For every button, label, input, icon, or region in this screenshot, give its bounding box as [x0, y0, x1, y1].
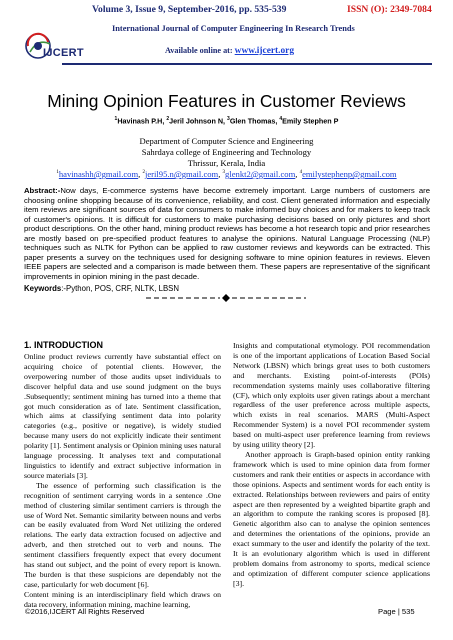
paragraph: Insights and computational etymology. POI recommendation is one of the important applications of Location Based Social Network (LBSN) which brings great uses to both customers and merchants. Existing point-of-interests (POIs) recommendation systems mainly uses collaborative filtering (CF), which only exploits user given ratings about a merchant regardless of the user preference across multiple aspects, which exists in real scenarios. MARS (Multi-Aspect Recommender System) is a novel POI recommender system based on multi-aspect user preference learning from reviews by using utility theory [2].: [233, 341, 430, 450]
author-name: Jeril Johnson N: [169, 116, 224, 126]
affiliation-location: Thrissur, Kerala, India: [187, 158, 266, 168]
author-index: 1: [114, 116, 118, 122]
journal-header: [0, 0, 453, 84]
author-index: 3: [227, 116, 230, 122]
section-divider-icon: [146, 294, 306, 302]
footer-page-number: Page | 535: [378, 607, 415, 616]
email-index: 1: [56, 170, 59, 176]
right-column: [233, 341, 430, 589]
author-emails: $^1$havinashh@gmail.com, $^2$jeril95.n@gmail.com, $^3$glenkt2@gmail.com, $^4$emilystephenp@gmail.com: [56, 169, 397, 179]
keywords: [24, 284, 179, 293]
author-list: $^1$Havinash P.H, $^2$Jeril Johnson N, $^3$Glen Thomas, $^4$Emily Stephen P: [114, 116, 339, 126]
author-index: 4: [279, 116, 283, 122]
paper-title: Mining Opinion Features in Customer Reviews: [47, 91, 406, 111]
paragraph: Online product reviews currently have substantial effect on acquiring choice of potential clients. However, the overpowering number of those audits upset individuals to discover helpful data and use sound judgment on the buys .Subsequently; sentiment mining has turned into a theme that got much consideration as of late. Sentiment classification, which aims at classifying sentiment data into polarity categories (e.g., positive or negative), is widely studied because many users do not explicitly indicate their sentiment polarity [1]. Sentiment analysis or Opinion mining uses natural language processing. It analyses text and computational linguistics to identify and extract subjective information in source materials [3].: [24, 352, 221, 480]
email-link[interactable]: havinashh@gmail.com: [58, 169, 139, 179]
paragraph: The essence of performing such classification is the recognition of sentiment carrying words in a sentence .One method of clustering similar sentiment carriers is through the use of Word Net. Semantic similarity between nouns and verbs can be easily evaluated from Word Net utilizing the ordered relations. The early data extraction focused on adjective and adverb, and then stretched out to verb and nouns. The sentiment classifiers frequently expect that every document has stand out subject, and the point of every report is known. The burden is that these suspicions are dependably not the case, particularly for web document [6].: [24, 480, 221, 589]
logo-wordmark: IJCERT: [43, 47, 84, 59]
author-name: Havinash P.H: [117, 116, 163, 126]
journal-url-link[interactable]: www.ijcert.org: [234, 46, 295, 56]
footer-copyright: ©2016,IJCERT All Rights Reserved: [25, 607, 145, 616]
keywords-text: :-Python, POS, CRF, NLTK, LBSN: [61, 284, 179, 293]
author-name: Glen Thomas: [229, 116, 276, 126]
abstract-text: Now days, E-commerce systems have become extremely important. Large numbers of customers are choosing online shopping because of its convenience, reliability, and cost. Client generated information and especially item reviews are significant sources of data for consumers to make informed buy choices and for makers to keep track of customer's opinions. It is difficult for customers to make purchasing decisions based on only pictures and short product descriptions. On the other hand, mining product reviews has become a hot research topic and prior researches are mostly based on pre-specified product features to analyse the opinions. Natural Language Processing (NLP) techniques such as NLTK for Python can be applied to raw customer reviews and keywords can be extracted. This paper presents a survey on the techniques used for designing software to mine opinion features in reviews. Eleven IEEE papers are selected and a comparison is made between them. These papers are representative of the significant improvements in opinion mining in the past decade.: [24, 186, 430, 281]
paragraph: Content mining is an interdisciplinary field which draws on data recovery, information mining, machine learning,: [24, 589, 221, 609]
abstract-label: Abstract:-: [24, 186, 61, 195]
email-index: 3: [222, 170, 226, 176]
email-link[interactable]: emilystephenp@gmail.com: [302, 169, 397, 179]
keywords-label: Keywords: [24, 284, 62, 293]
affiliation-department: Department of Computer Science and Engineering: [139, 136, 314, 146]
author-name: Emily Stephen P: [282, 116, 339, 126]
availability-line: [165, 46, 294, 56]
section-heading-introduction: 1. INTRODUCTION: [24, 340, 104, 350]
affiliation-college: Sahrdaya college of Engineering and Technology: [141, 147, 312, 157]
paragraph: Another approach is Graph-based opinion entity ranking framework which is used to mine opinion data from former customers and rank their entities or aspects in accordance with those opinions. Aspects and sentiment words for each entity is extracted. Relationships between reviewers and pairs of entity aspect are then represented by a weighted bipartite graph and an algorithm to compute the ranking scores is proposed [8]. Genetic algorithm also can to analyse the opinion sentences and determines the orientations of the opinions, provide an exact summary to the user and identify the polarity of the text. It is an evolutionary algorithm which is used in different problem domains from astronomy to sports, medical science and optimization of different computer science applications [3].: [233, 449, 430, 588]
email-link[interactable]: glenkt2@gmail.com: [225, 169, 296, 179]
issn-info: ISSN (O): 2349-7084: [347, 4, 432, 15]
journal-name: International Journal of Computer Engineering In Research Trends: [112, 24, 355, 33]
volume-info: Volume 3, Issue 9, September-2016, pp. 535-539: [92, 4, 287, 15]
email-link[interactable]: jeril95.n@gmail.com: [144, 169, 219, 179]
email-index: 2: [142, 170, 145, 176]
email-index: 4: [299, 170, 303, 176]
header-rule: [62, 63, 432, 65]
available-label: Available online at:: [165, 46, 233, 55]
left-column: [24, 352, 221, 610]
abstract: [24, 186, 430, 281]
author-index: 2: [166, 116, 170, 122]
